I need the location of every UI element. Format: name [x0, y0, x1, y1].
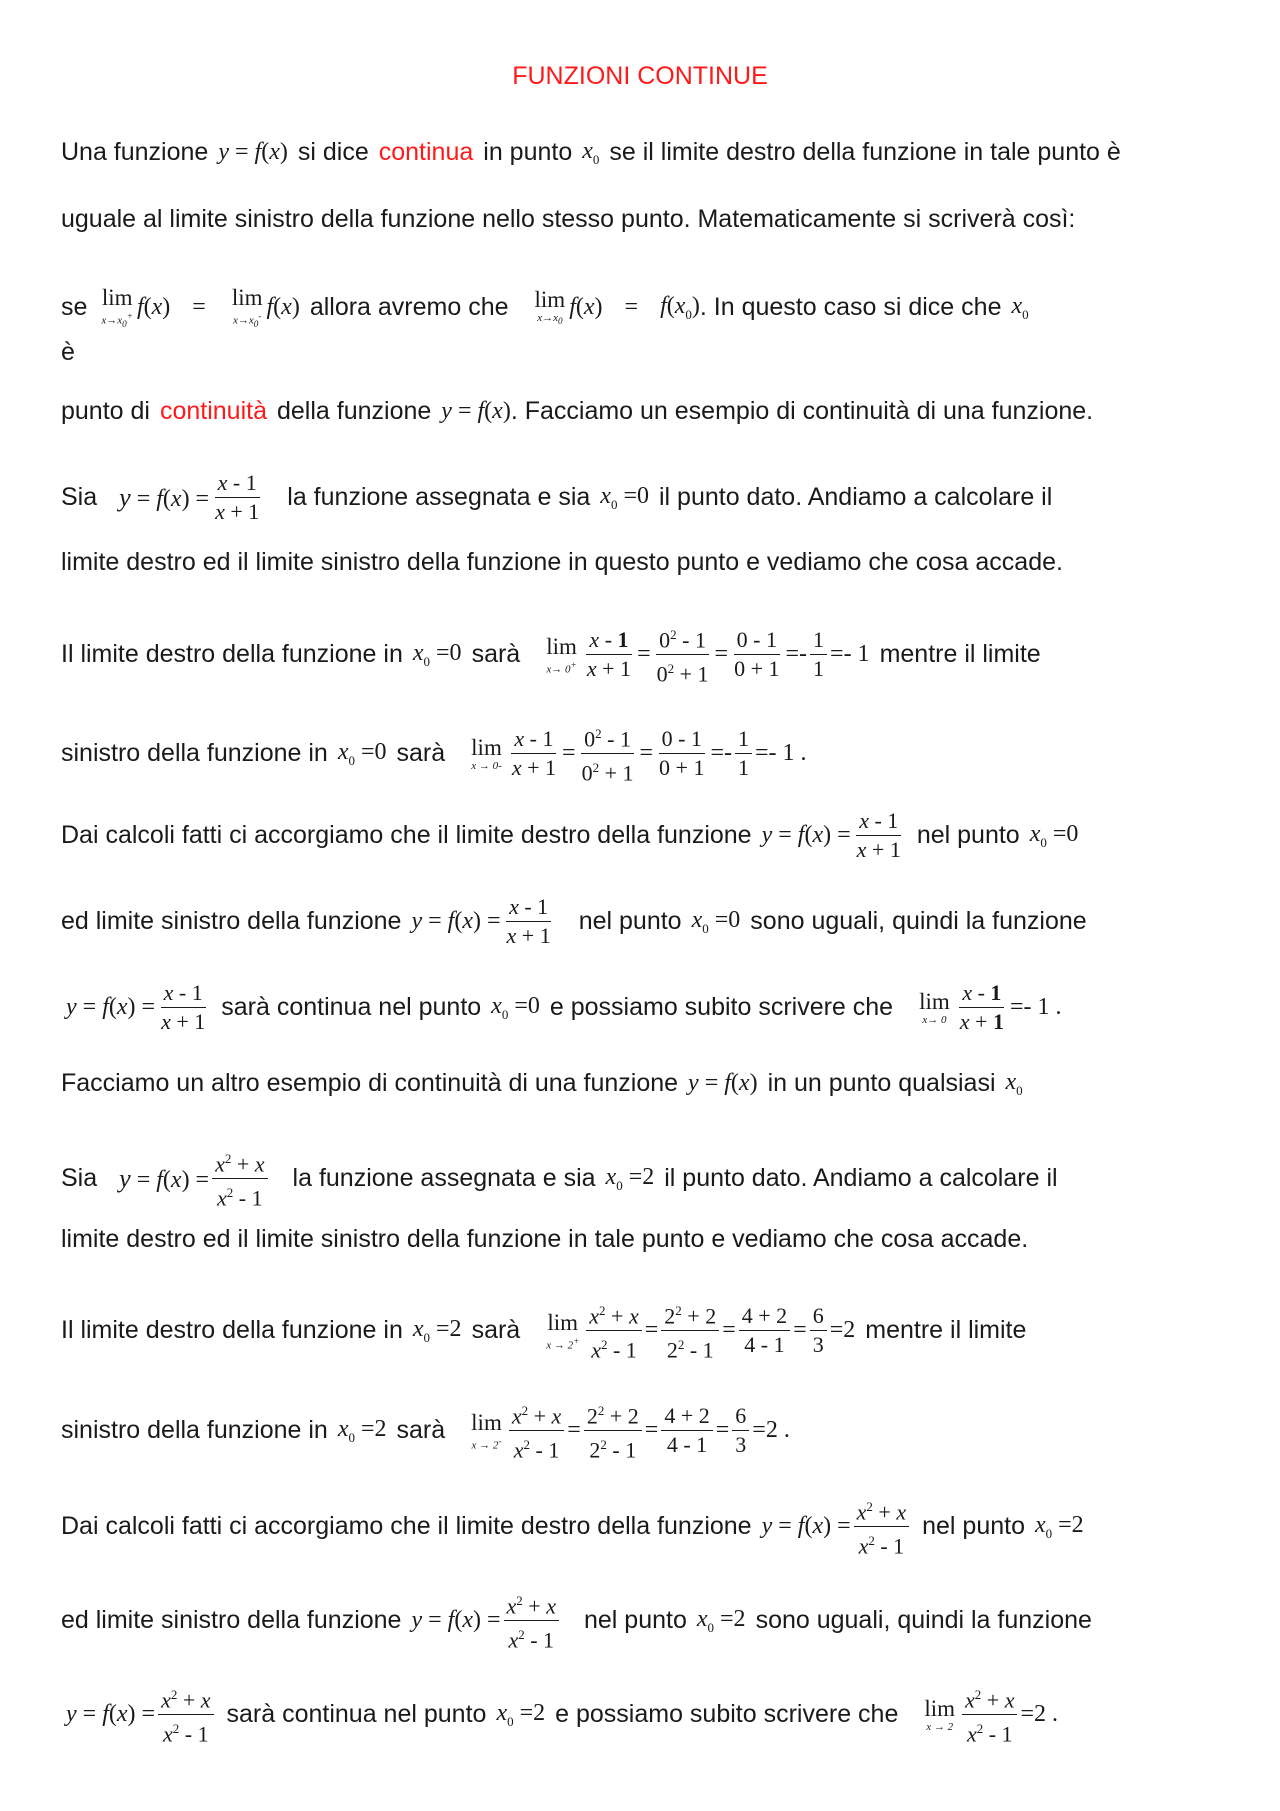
example1-conclusion-2: [61, 894, 1220, 949]
text-fragment: limite destro ed il limite sinistro della funzione in tale punto e vediamo che cosa accade.: [61, 1225, 1029, 1253]
text-fragment: e possiamo subito scrivere che: [555, 1700, 899, 1729]
text-fragment: e possiamo subito scrivere che: [549, 993, 894, 1021]
formula-point: $x_0 =2$: [496, 1699, 546, 1729]
text-fragment: Sia: [61, 1164, 98, 1193]
fraction: $\frac{0^2 - 1}{0^2 + 1}$: [654, 622, 712, 688]
fraction: $\frac{x^2 + x}{x^2 - 1}$: [158, 1682, 213, 1748]
formula-point: $x_0 =0$: [691, 906, 741, 936]
fraction: $\frac{x - 1}{x + 1}$: [959, 980, 1004, 1034]
fraction: $\frac{x^2 + x}{x^2 - 1}$: [962, 1682, 1017, 1748]
formula-function: y = f(x) =: [119, 1163, 210, 1193]
text-fragment: . Facciamo un esempio di continuità di una funzione.: [510, 397, 1094, 425]
formula-function: y = f(x) =: [119, 482, 210, 512]
formula-function: y = f(x) =: [761, 1513, 851, 1540]
example1-intro: [61, 470, 1220, 525]
text-fragment: limite destro ed il limite sinistro della funzione in questo punto e vediamo che cosa accade.: [61, 548, 1063, 576]
fraction: $\frac{0 - 1}{0 + 1}$: [734, 627, 780, 682]
fraction: $\frac{2^2 + 2}{2^2 - 1}$: [661, 1298, 719, 1364]
limit-two-sided: lim $x\to x_0$: [534, 287, 566, 327]
text-fragment: il punto dato. Andiamo a calcolare il: [658, 483, 1053, 511]
formula-y-fx: y = f(x): [218, 139, 288, 166]
fraction: $\frac{x^2 + x}{x^2 - 1}$: [504, 1588, 559, 1654]
text-fragment: Il limite destro della funzione in: [61, 640, 403, 669]
formula-y-fx: y = f(x): [688, 1070, 758, 1097]
example1-conclusion-1: [61, 808, 1220, 863]
example2-conclusion-2: [61, 1588, 1220, 1654]
definition-line-2: [61, 205, 1220, 234]
text-fragment: si dice: [297, 138, 369, 167]
formula-y-fx: y = f(x): [441, 398, 511, 424]
fraction: $\frac{x - 1}{x + 1}$: [506, 894, 551, 948]
fraction: $\frac{x^2 + x}{x^2 - 1}$: [509, 1398, 564, 1464]
text-fragment: sono uguali, quindi la funzione: [750, 907, 1087, 935]
page-title: FUNZIONI CONTINUE: [512, 62, 768, 90]
formula-point: $x_0 =0$: [337, 738, 387, 768]
text-fragment: nel punto: [922, 1512, 1025, 1541]
text-fragment: Dai calcoli fatti ci accorgiamo che il limite destro della funzione: [61, 1512, 752, 1541]
definition-line-5: [61, 397, 1220, 426]
equals-sign: =: [192, 294, 206, 321]
fraction: $\frac{x - 1}{x + 1}$: [856, 808, 901, 862]
formula-fx: f(x): [569, 294, 603, 321]
definition-formula-line: [61, 286, 1220, 330]
limit-right: lim x → 2+: [546, 1309, 580, 1352]
transition-line: [61, 1069, 1220, 1099]
formula-fx: f(x): [266, 294, 300, 321]
formula-point: $x_0 =2$: [1034, 1511, 1084, 1541]
limit-two-sided: lim x→ 0: [919, 988, 950, 1026]
text-fragment: Dai calcoli fatti ci accorgiamo che il limite destro della funzione: [61, 821, 752, 849]
text-fragment: se: [61, 293, 88, 322]
formula-fx: f(x): [136, 294, 171, 321]
fraction: $\frac{4 + 2}{4 - 1}$: [661, 1403, 712, 1458]
formula-point: $x_0 =0$: [1029, 820, 1079, 850]
text-fragment: la funzione assegnata e sia: [287, 483, 591, 511]
formula-fx0: $f(x_0)$: [660, 293, 700, 322]
text-fragment: sarà: [471, 640, 521, 669]
formula-point: $x_0 =0$: [600, 482, 649, 512]
fraction: $\frac{x - 1}{x + 1}$: [586, 627, 632, 682]
limit-left: lim x → 2-: [471, 1409, 502, 1452]
fraction: $\frac{x - 1}{x + 1}$: [511, 726, 557, 781]
text-fragment: Il limite destro della funzione in: [61, 1316, 403, 1345]
text-fragment: sarà: [396, 1416, 446, 1445]
example1-line2: [61, 548, 1220, 577]
text-fragment: punto di: [61, 397, 150, 425]
text-fragment: in un punto qualsiasi: [767, 1069, 996, 1098]
formula-function: y = f(x) =: [66, 1701, 156, 1728]
example2-line2: [61, 1225, 1220, 1254]
text-fragment: sarà: [396, 739, 446, 768]
formula-function: y = f(x) =: [761, 822, 851, 848]
example2-conclusion-1: [61, 1494, 1220, 1560]
text-fragment: mentre il limite: [879, 640, 1041, 669]
example1-left-limit: sinistro della funzione in $x_0 =0$ sarà lim x → 0- $\frac{x - 1}{x + 1}$ = $\frac{0^2 - 1}{0^2 + 1}$ = $\frac{0 - 1}{0 + 1}$ =- $\frac{1}{1}$ =- 1 .: [61, 721, 1220, 787]
limit-two-sided: lim x → 2: [924, 1695, 956, 1733]
text-fragment: ed limite sinistro della funzione: [61, 1606, 402, 1635]
limit-left: lim x → 0-: [471, 734, 502, 772]
limit-right: lim x→ 0+: [546, 633, 577, 676]
fraction: $\frac{6}{3}$: [732, 1403, 749, 1458]
text-fragment: in punto: [483, 138, 573, 167]
formula-point: $x_0 =2$: [605, 1163, 655, 1193]
text-fragment: il punto dato. Andiamo a calcolare il: [664, 1164, 1058, 1193]
text-fragment: nel punto: [583, 1606, 687, 1635]
fraction: $\frac{1}{1}$: [810, 627, 827, 682]
keyword-continuita: continuità: [159, 397, 267, 425]
fraction: $\frac{1}{1}$: [735, 726, 752, 781]
limit-right: lim $x\to x_0^+$: [101, 285, 133, 329]
example2-right-limit: Il limite destro della funzione in $x_0 =2$ sarà lim x → 2+ $\frac{x^2 + x}{x^2 - 1}$ = $\frac{2^2 + 2}{2^2 - 1}$ = $\frac{4 + 2}{4 - 1}$ = $\frac{6}{3}$ =2 mentre il limite: [61, 1298, 1220, 1364]
text-fragment: sarà: [471, 1316, 521, 1345]
text-fragment: allora avremo che: [309, 293, 509, 322]
text-fragment: sinistro della funzione in: [61, 1416, 328, 1445]
keyword-continua: continua: [378, 138, 474, 167]
text-fragment: è: [61, 338, 75, 366]
text-fragment: sarà continua nel punto: [226, 1700, 487, 1729]
fraction: $\frac{x - 1}{x + 1}$: [161, 980, 206, 1034]
text-fragment: nel punto: [578, 907, 682, 935]
fraction: $\frac{0^2 - 1}{0^2 + 1}$: [579, 721, 637, 787]
text-fragment: la funzione assegnata e sia: [292, 1164, 596, 1193]
formula-point: $x_0 =0$: [491, 992, 540, 1022]
fraction: $\frac{6}{3}$: [810, 1303, 827, 1358]
text-fragment: sinistro della funzione in: [61, 739, 328, 768]
fraction: $\frac{2^2 + 2}{2^2 - 1}$: [584, 1398, 642, 1464]
example1-conclusion-3: y = f(x) = $\frac{x - 1}{x + 1}$ sarà continua nel punto $x_0 =0$ e possiamo subito scrivere che lim x→ 0 $\frac{x - 1}{x + 1}$ =- 1 .: [66, 980, 1062, 1034]
formula-function: y = f(x) =: [411, 1607, 501, 1634]
example2-intro: [61, 1146, 1220, 1212]
definition-line-1: [61, 138, 1220, 168]
formula-point: $x_0 =2$: [696, 1605, 746, 1635]
formula-function: y = f(x) =: [66, 994, 156, 1020]
text-fragment: uguale al limite sinistro della funzione nello stesso punto. Matematicamente si scriverà così:: [61, 205, 1076, 233]
equals-sign: =: [624, 294, 639, 321]
text-fragment: . In questo caso si dice che: [699, 293, 1002, 322]
text-fragment: ed limite sinistro della funzione: [61, 907, 402, 935]
example2-conclusion-3: y = f(x) = $\frac{x^2 + x}{x^2 - 1}$ sarà continua nel punto $x_0 =2$ e possiamo subito scrivere che lim x → 2 $\frac{x^2 + x}{x^2 - 1}$ =2 .: [66, 1682, 1220, 1748]
formula-point: $x_0 =2$: [412, 1315, 462, 1345]
formula-x0: $x_0$: [1005, 1069, 1023, 1098]
text-fragment: mentre il limite: [865, 1316, 1027, 1345]
text-fragment: Sia: [61, 483, 98, 511]
fraction: $\frac{0 - 1}{0 + 1}$: [659, 726, 705, 781]
fraction: $\frac{x^2 + x}{x^2 - 1}$: [854, 1494, 909, 1560]
text-fragment: della funzione: [277, 397, 432, 425]
example2-left-limit: sinistro della funzione in $x_0 =2$ sarà lim x → 2- $\frac{x^2 + x}{x^2 - 1}$ = $\frac{2^2 + 2}{2^2 - 1}$ = $\frac{4 + 2}{4 - 1}$ = $\frac{6}{3}$ =2 .: [61, 1398, 1220, 1464]
formula-x0: $x_0$: [582, 138, 600, 167]
limit-left: lim $x\to x_0^-$: [231, 285, 263, 329]
fraction: $\frac{x^2 + x}{x^2 - 1}$: [212, 1146, 267, 1212]
formula-x0: $x_0$: [1011, 293, 1029, 322]
definition-line-4: [61, 338, 1220, 367]
formula-point: $x_0 =0$: [412, 639, 462, 669]
formula-point: $x_0 =2$: [337, 1415, 387, 1445]
text-fragment: sarà continua nel punto: [221, 993, 482, 1021]
example1-right-limit: Il limite destro della funzione in $x_0 =0$ sarà lim x→ 0+ $\frac{x - 1}{x + 1}$ = $\frac{0^2 - 1}{0^2 + 1}$ = $\frac{0 - 1}{0 + 1}$ =- $\frac{1}{1}$ =- 1 mentre il limite: [61, 622, 1220, 688]
text-fragment: Facciamo un altro esempio di continuità di una funzione: [61, 1069, 679, 1098]
text-fragment: Una funzione: [61, 138, 209, 167]
formula-function: y = f(x) =: [411, 908, 501, 934]
text-fragment: se il limite destro della funzione in tale punto è: [609, 138, 1121, 167]
fraction: $\frac{4 + 2}{4 - 1}$: [739, 1303, 790, 1358]
fraction: $\frac{x^2 + x}{x^2 - 1}$: [586, 1298, 641, 1364]
text-fragment: nel punto: [916, 821, 1020, 849]
text-fragment: sono uguali, quindi la funzione: [755, 1606, 1092, 1635]
fraction: $\frac{x - 1}{x + 1}$: [215, 470, 260, 524]
